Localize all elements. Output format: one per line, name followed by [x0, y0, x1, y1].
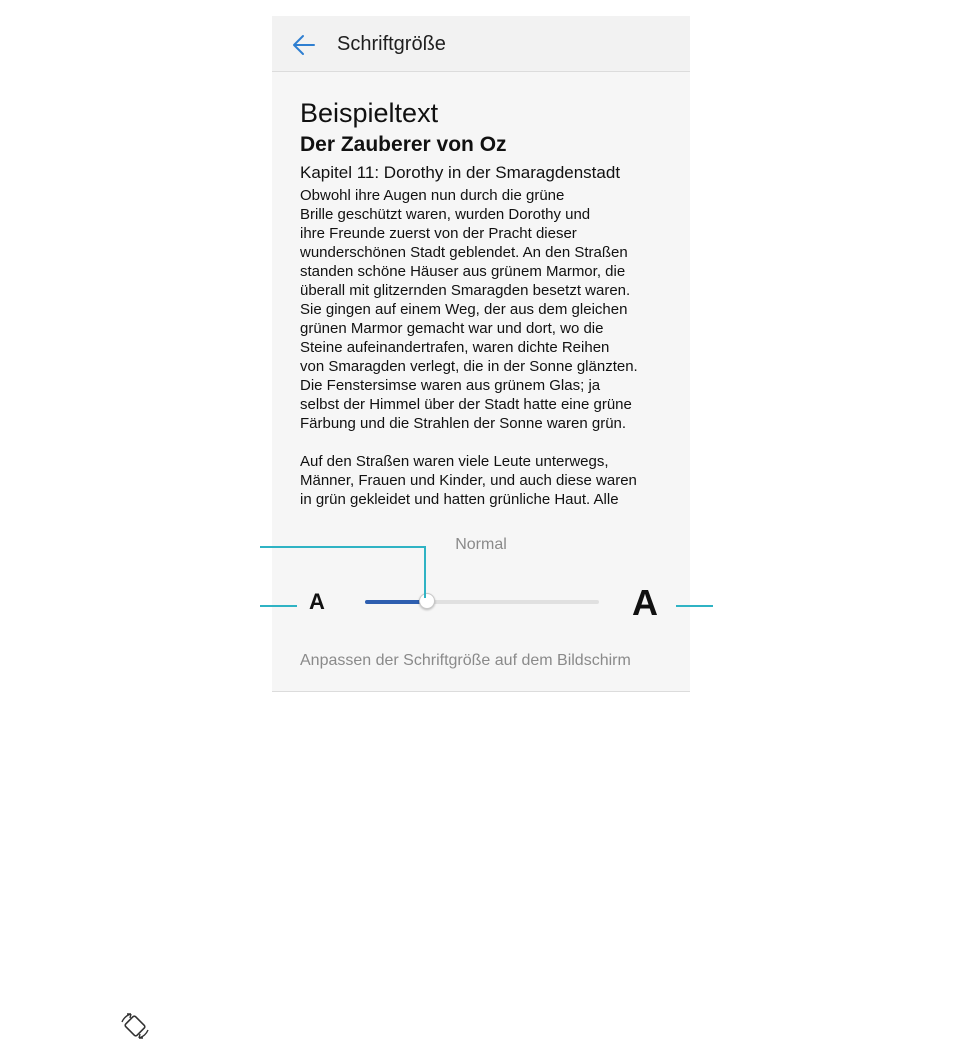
text-line: Färbung und die Strahlen der Sonne waren grün.: [300, 415, 627, 432]
text-line: Brille geschützt waren, wurden Dorothy und: [300, 206, 591, 223]
text-line: überall mit glitzernden Smaragden besetzt waren.: [300, 282, 631, 299]
text-line: standen schöne Häuser aus grünem Marmor, die: [300, 263, 626, 280]
text-line: Auf den Straßen waren viele Leute unterwegs,: [300, 453, 609, 470]
text-line: von Smaragden verlegt, die in der Sonne glänzten.: [300, 358, 638, 375]
callout-line-slider: [260, 547, 425, 598]
small-font-size-button[interactable]: A: [309, 589, 325, 614]
text-line: Steine aufeinandertrafen, waren dichte Reihen: [300, 339, 610, 356]
text-line: Sie gingen auf einem Weg, der aus dem gleichen: [300, 301, 628, 318]
page-title: Schriftgröße: [337, 33, 446, 55]
text-line: grünen Marmor gemacht war und dort, wo die: [300, 320, 604, 337]
font-size-current-label: Normal: [455, 536, 507, 553]
font-size-hint: Anpassen der Schriftgröße auf dem Bildschirm: [300, 652, 631, 669]
large-font-size-button[interactable]: A: [632, 582, 658, 623]
screen-rotation-icon: [117, 1011, 153, 1041]
text-line: Obwohl ihre Augen nun durch die grüne: [300, 187, 565, 204]
text-line: in grün gekleidet und hatten grünliche Haut. Alle: [300, 491, 619, 508]
preview-book-title: Der Zauberer von Oz: [300, 133, 507, 156]
preview-heading: Beispieltext: [300, 98, 439, 128]
text-line: selbst der Himmel über der Stadt hatte eine grüne: [300, 396, 632, 413]
text-line: ihre Freunde zuerst von der Pracht dieser: [300, 225, 577, 242]
text-line: wunderschönen Stadt geblendet. An den Straßen: [300, 244, 628, 261]
preview-chapter-title: Kapitel 11: Dorothy in der Smaragdenstadt: [300, 163, 621, 182]
text-line: Männer, Frauen und Kinder, und auch diese waren: [300, 472, 637, 489]
text-line: Die Fenstersimse waren aus grünem Glas; ja: [300, 377, 601, 394]
